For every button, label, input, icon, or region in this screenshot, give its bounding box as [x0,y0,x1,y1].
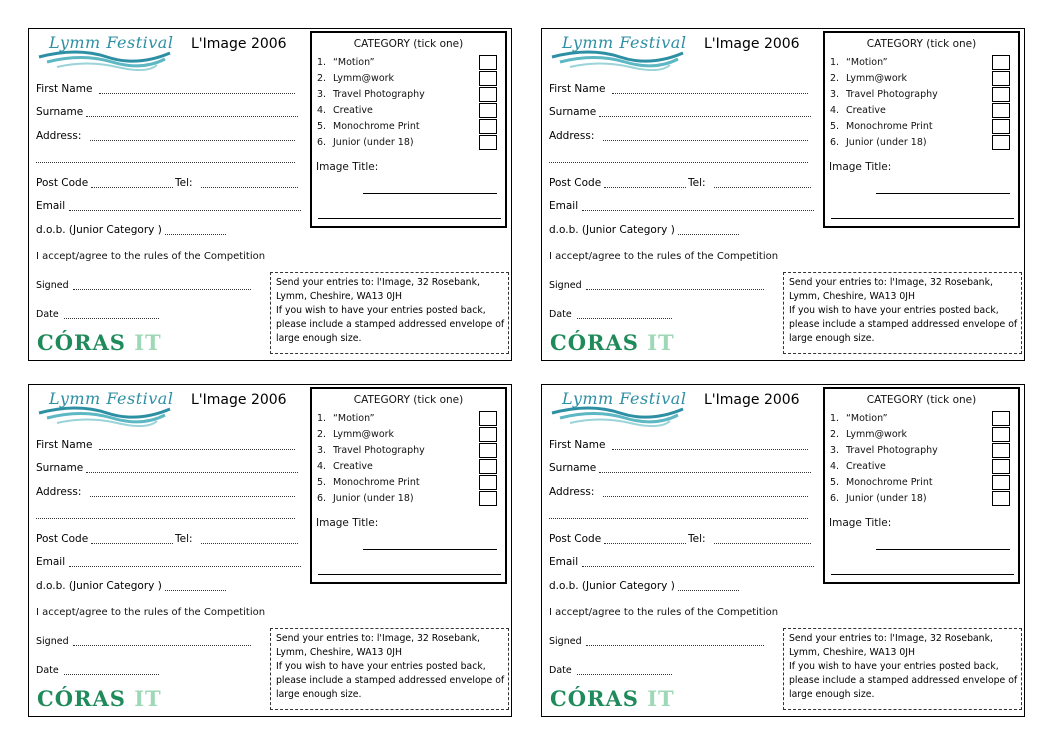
brand-part2: IT [134,686,162,711]
address-field-line2[interactable] [36,162,295,163]
category-item-monochrome-print: 5. Monochrome Print [317,477,420,488]
image-title-label: Image Title: [829,517,892,529]
address-field[interactable] [603,140,808,141]
tick-checkbox-travel-photography[interactable] [992,443,1010,458]
dob-label: d.o.b. (Junior Category ) [549,224,675,236]
category-header: CATEGORY (tick one) [353,38,464,50]
category-item-travel-photography: 3. Travel Photography [830,445,938,456]
category-item-lymm-work: 2. Lymm@work [830,73,908,84]
send-entries-box [270,628,509,710]
tick-checkbox-lymm-work[interactable] [479,71,497,86]
post-code-field[interactable] [91,543,173,544]
email-label: Email [549,556,579,568]
accept-rules-text: I accept/agree to the rules of the Competition [549,607,779,618]
category-item-creative: 4. Creative [830,461,886,472]
tick-checkbox-monochrome-print[interactable] [992,475,1010,490]
signed-field[interactable] [73,289,251,290]
tick-checkbox-junior[interactable] [992,491,1010,506]
category-list [317,411,425,507]
signed-label: Signed [549,636,582,647]
competition-title: L'Image 2006 [704,392,800,408]
lymm-festival-logo [550,389,685,427]
category-header: CATEGORY (tick one) [866,38,977,50]
signed-field[interactable] [586,289,764,290]
brand-part1: CÓRAS [37,330,126,355]
tick-checkbox-motion[interactable] [479,55,497,70]
dob-label: d.o.b. (Junior Category ) [549,580,675,592]
return-note-line: If you wish to have your entries posted back, [276,305,486,316]
tel-label: Tel: [688,533,706,545]
email-label: Email [36,556,66,568]
category-list [830,411,938,507]
return-note-line: please include a stamped addressed envelope of [276,319,505,330]
first-name-label: First Name [549,439,606,451]
return-note-line: large enough size. [789,333,875,344]
image-title-field[interactable] [363,193,497,194]
image-title-field[interactable] [876,549,1010,550]
surname-field[interactable] [599,472,811,473]
category-box [823,31,1020,228]
tick-checkbox-creative[interactable] [992,459,1010,474]
tick-checkbox-creative[interactable] [992,103,1010,118]
post-code-label: Post Code [36,177,89,189]
first-name-field[interactable] [99,93,295,94]
category-item-travel-photography: 3. Travel Photography [317,89,425,100]
entry-form-card [541,28,1025,361]
category-list [830,55,938,151]
category-box [310,31,507,228]
address-label: Address: [36,486,82,498]
tel-field[interactable] [714,187,811,188]
brand-part1: CÓRAS [550,330,639,355]
return-note-line: large enough size. [276,689,362,700]
tick-checkbox-motion[interactable] [479,411,497,426]
wave-icon [550,403,685,427]
post-code-field[interactable] [91,187,173,188]
tick-checkbox-travel-photography[interactable] [479,443,497,458]
category-item-motion: 1. “Motion” [830,413,888,424]
tick-checkbox-monochrome-print[interactable] [479,475,497,490]
address-label: Address: [549,486,595,498]
signed-label: Signed [549,280,582,291]
image-title-field-line2[interactable] [831,218,1014,219]
tel-label: Tel: [175,533,193,545]
wave-icon [550,47,685,71]
tick-checkbox-lymm-work[interactable] [992,71,1010,86]
email-field[interactable] [69,210,301,211]
return-note-line: If you wish to have your entries posted back, [789,305,999,316]
address-field-line2[interactable] [549,518,808,519]
send-address-line: Send your entries to: l'Image, 32 Rosebank, [789,633,993,644]
image-title-field-line2[interactable] [831,574,1014,575]
post-code-field[interactable] [604,543,686,544]
send-address-line: Lymm, Cheshire, WA13 0JH [789,647,915,658]
address-field[interactable] [90,496,295,497]
tick-checkbox-lymm-work[interactable] [479,427,497,442]
tel-label: Tel: [175,177,193,189]
tick-boxes [479,411,497,507]
category-item-lymm-work: 2. Lymm@work [317,429,395,440]
category-header: CATEGORY (tick one) [353,394,464,406]
tick-checkbox-monochrome-print[interactable] [992,119,1010,134]
dob-field[interactable] [165,234,226,235]
image-title-field[interactable] [363,549,497,550]
send-entries-box [783,272,1022,354]
accept-rules-text: I accept/agree to the rules of the Competition [36,607,266,618]
logo-text: Lymm Festival [562,389,687,408]
competition-title: L'Image 2006 [191,36,287,52]
tel-field[interactable] [714,543,811,544]
address-field[interactable] [90,140,295,141]
category-item-motion: 1. “Motion” [830,57,888,68]
category-item-creative: 4. Creative [317,105,373,116]
tel-field[interactable] [201,187,298,188]
accept-rules-text: I accept/agree to the rules of the Competition [549,251,779,262]
dob-label: d.o.b. (Junior Category ) [36,224,162,236]
category-item-travel-photography: 3. Travel Photography [830,89,938,100]
category-item-creative: 4. Creative [830,105,886,116]
category-item-junior: 6. Junior (under 18) [317,493,414,504]
email-field[interactable] [69,566,301,567]
address-label: Address: [36,130,82,142]
coras-it-logo [37,686,162,711]
tick-boxes [992,55,1010,151]
image-title-label: Image Title: [316,161,379,173]
first-name-field[interactable] [612,93,808,94]
post-code-field[interactable] [604,187,686,188]
logo-text: Lymm Festival [49,33,174,52]
category-list [317,55,425,151]
logo-text: Lymm Festival [49,389,174,408]
date-label: Date [549,309,572,320]
email-label: Email [549,200,579,212]
category-item-junior: 6. Junior (under 18) [830,137,927,148]
date-field[interactable] [64,318,159,319]
date-label: Date [36,309,59,320]
return-note-line: If you wish to have your entries posted back, [276,661,486,672]
dob-field[interactable] [678,234,739,235]
date-field[interactable] [577,318,672,319]
brand-part2: IT [134,330,162,355]
send-address-line: Send your entries to: l'Image, 32 Rosebank, [789,277,993,288]
return-note-line: please include a stamped addressed envelope of [276,675,505,686]
send-address-line: Send your entries to: l'Image, 32 Rosebank, [276,633,480,644]
tick-checkbox-travel-photography[interactable] [479,87,497,102]
date-field[interactable] [64,674,159,675]
date-field[interactable] [577,674,672,675]
category-item-travel-photography: 3. Travel Photography [317,445,425,456]
return-note-line: If you wish to have your entries posted back, [789,661,999,672]
tick-checkbox-junior[interactable] [479,135,497,150]
tick-checkbox-motion[interactable] [992,411,1010,426]
tick-checkbox-creative[interactable] [479,103,497,118]
post-code-label: Post Code [549,533,602,545]
first-name-field[interactable] [612,449,808,450]
surname-label: Surname [549,462,597,474]
logo-text: Lymm Festival [562,33,687,52]
return-note-line: please include a stamped addressed envelope of [789,319,1018,330]
category-item-creative: 4. Creative [317,461,373,472]
category-item-lymm-work: 2. Lymm@work [317,73,395,84]
first-name-label: First Name [36,439,93,451]
entry-form-card [28,384,512,717]
signed-field[interactable] [586,645,764,646]
address-field[interactable] [603,496,808,497]
tick-checkbox-monochrome-print[interactable] [479,119,497,134]
category-item-junior: 6. Junior (under 18) [830,493,927,504]
image-title-field-line2[interactable] [318,574,501,575]
brand-part1: CÓRAS [37,686,126,711]
tick-checkbox-creative[interactable] [479,459,497,474]
email-label: Email [36,200,66,212]
surname-label: Surname [36,106,84,118]
surname-field[interactable] [86,472,298,473]
send-address-line: Lymm, Cheshire, WA13 0JH [789,291,915,302]
email-field[interactable] [582,566,814,567]
brand-part2: IT [647,686,675,711]
tick-checkbox-junior[interactable] [992,135,1010,150]
return-note-line: please include a stamped addressed envelope of [789,675,1018,686]
post-code-label: Post Code [36,533,89,545]
entry-form-card [28,28,512,361]
accept-rules-text: I accept/agree to the rules of the Competition [36,251,266,262]
send-entries-box [270,272,509,354]
wave-icon [37,403,172,427]
send-address-line: Lymm, Cheshire, WA13 0JH [276,647,402,658]
category-box [823,387,1020,584]
lymm-festival-logo [550,33,685,71]
category-box [310,387,507,584]
address-field-line2[interactable] [549,162,808,163]
category-item-monochrome-print: 5. Monochrome Print [830,121,933,132]
signed-field[interactable] [73,645,251,646]
email-field[interactable] [582,210,814,211]
signed-label: Signed [36,636,69,647]
category-item-monochrome-print: 5. Monochrome Print [317,121,420,132]
post-code-label: Post Code [549,177,602,189]
return-note-line: large enough size. [789,689,875,700]
surname-label: Surname [549,106,597,118]
first-name-label: First Name [549,83,606,95]
image-title-label: Image Title: [829,161,892,173]
send-address-line: Send your entries to: l'Image, 32 Rosebank, [276,277,480,288]
entry-form-card [541,384,1025,717]
category-item-motion: 1. “Motion” [317,57,375,68]
tick-checkbox-travel-photography[interactable] [992,87,1010,102]
tick-checkbox-lymm-work[interactable] [992,427,1010,442]
address-field-line2[interactable] [36,518,295,519]
first-name-field[interactable] [99,449,295,450]
lymm-festival-logo [37,389,172,427]
category-header: CATEGORY (tick one) [866,394,977,406]
coras-it-logo [550,330,675,355]
tel-field[interactable] [201,543,298,544]
category-item-motion: 1. “Motion” [317,413,375,424]
signed-label: Signed [36,280,69,291]
wave-icon [37,47,172,71]
image-title-label: Image Title: [316,517,379,529]
date-label: Date [36,665,59,676]
brand-part2: IT [647,330,675,355]
competition-title: L'Image 2006 [191,392,287,408]
address-label: Address: [549,130,595,142]
image-title-field-line2[interactable] [318,218,501,219]
first-name-label: First Name [36,83,93,95]
surname-field[interactable] [599,116,811,117]
tick-checkbox-junior[interactable] [479,491,497,506]
dob-label: d.o.b. (Junior Category ) [36,580,162,592]
category-item-monochrome-print: 5. Monochrome Print [830,477,933,488]
lymm-festival-logo [37,33,172,71]
image-title-field[interactable] [876,193,1010,194]
send-entries-box [783,628,1022,710]
coras-it-logo [37,330,162,355]
return-note-line: large enough size. [276,333,362,344]
send-address-line: Lymm, Cheshire, WA13 0JH [276,291,402,302]
date-label: Date [549,665,572,676]
brand-part1: CÓRAS [550,686,639,711]
dob-field[interactable] [678,590,739,591]
category-item-junior: 6. Junior (under 18) [317,137,414,148]
tick-checkbox-motion[interactable] [992,55,1010,70]
tick-boxes [479,55,497,151]
surname-label: Surname [36,462,84,474]
category-item-lymm-work: 2. Lymm@work [830,429,908,440]
dob-field[interactable] [165,590,226,591]
surname-field[interactable] [86,116,298,117]
tick-boxes [992,411,1010,507]
competition-title: L'Image 2006 [704,36,800,52]
tel-label: Tel: [688,177,706,189]
coras-it-logo [550,686,675,711]
